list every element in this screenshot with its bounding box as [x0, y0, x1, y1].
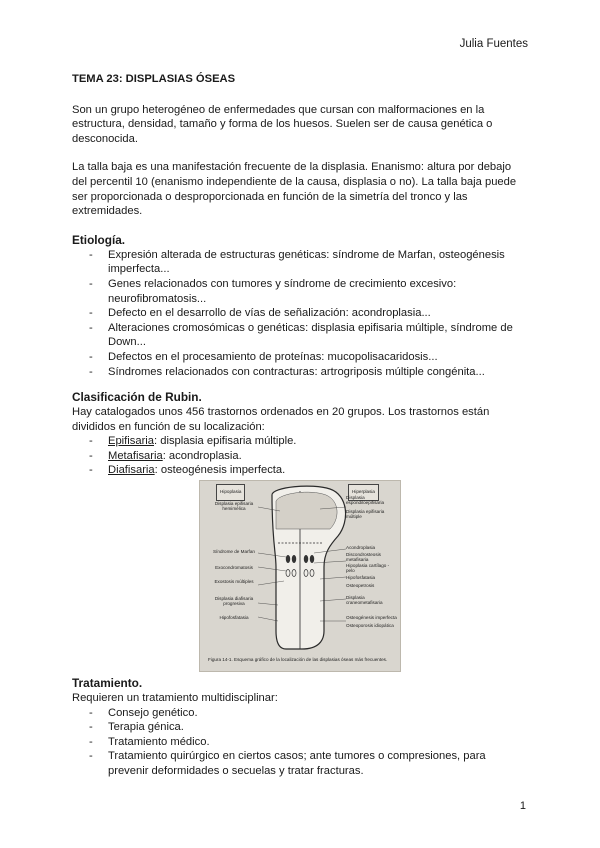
- figure-label: Osteoporosis idiopática: [346, 623, 394, 629]
- hiperplasia-box: Hiperplasia: [348, 484, 379, 501]
- figure-label: Síndrome de Marfan: [213, 549, 255, 555]
- figure-label: Hipofosfatasia: [346, 575, 376, 581]
- list-item: - Tratamiento médico.: [72, 735, 528, 750]
- document-title: TEMA 23: DISPLASIAS ÓSEAS: [72, 73, 236, 85]
- rubin-list: [72, 434, 528, 478]
- rubin-desc: : osteogénesis imperfecta.: [154, 464, 286, 477]
- list-item: - Tratamiento quirúrgico en ciertos casos; ante tumores o compresiones, para prevenir deformidades o secuelas y tratar fracturas.: [72, 749, 528, 778]
- figure-container: [72, 480, 528, 672]
- list-item: - Consejo genético.: [72, 706, 528, 721]
- figure-label: Displasia craneometafisaria: [346, 595, 383, 606]
- list-item: - Genes relacionados con tumores y síndrome de crecimiento excesivo: neurofibromatosis...: [72, 277, 528, 306]
- rubin-desc: : acondroplasia.: [162, 449, 242, 462]
- etiologia-heading: Etiología.: [72, 232, 126, 247]
- figure-label: Exocondromatosis: [215, 565, 253, 571]
- list-item: [72, 434, 528, 449]
- intro-paragraph-1: Son un grupo heterogéneo de enfermedades que cursan con malformaciones en la estructura, densidad, tamaño y forma de los huesos. Suelen ser de causa genética o desconocida.: [72, 103, 493, 145]
- page-number: 1: [519, 800, 526, 812]
- etiologia-list: [72, 248, 528, 379]
- list-item: - Defectos en el procesamiento de proteínas: mucopolisacaridosis...: [72, 350, 528, 365]
- figure-label: Acondroplasia: [346, 545, 376, 551]
- rubin-desc: : displasia epifisaria múltiple.: [154, 435, 297, 448]
- list-item: - Terapia génica.: [72, 720, 528, 735]
- list-item: [72, 449, 528, 464]
- figure-label: Displasia diafisaria progresiva: [214, 596, 254, 607]
- figure-label: Exostosis múltiples: [214, 579, 254, 585]
- author-name: Julia Fuentes: [459, 38, 528, 50]
- rubin-term: Diafisaria: [108, 464, 155, 477]
- figure-label: Displasia epifisaria hemimélica: [214, 501, 254, 512]
- rubin-text: Hay catalogados unos 456 trastornos ordenados en 20 grupos. Los trastornos están divididos en función de su localización:: [72, 406, 490, 433]
- figure-caption: Figura 14-1. Esquema gráfico de la localización de las displasias óseas más frecuentes.: [208, 657, 388, 663]
- tratamiento-text: Requieren un tratamiento multidisciplinar:: [72, 692, 278, 705]
- figure-label: Displasia espondiloepifisaria: [346, 495, 385, 506]
- list-item: [72, 463, 528, 478]
- document-body: [72, 72, 528, 790]
- bone-dysplasia-figure: [199, 480, 401, 672]
- intro-paragraph-2: La talla baja es una manifestación frecuente de la displasia. Enanismo: altura por debajo del percentil 10 (enanismo independiente de la causa, displasia o no). La talla baja puede ser proporcionada o desproporcionada en función de la simetría del tronco y las extremidades.: [72, 161, 517, 218]
- figure-label: Hipoplasia cartílago - pelo: [346, 563, 390, 574]
- rubin-term: Epifisaria: [108, 435, 155, 448]
- tratamiento-list: [72, 706, 528, 779]
- list-item: - Alteraciones cromosómicas o genéticas: displasia epifisaria múltiple, síndrome de Down...: [72, 321, 528, 350]
- figure-label: Displasia epifisaria múltiple: [346, 509, 385, 520]
- hipoplasia-box: Hipoplasia: [216, 484, 245, 501]
- list-item: - Expresión alterada de estructuras genéticas: síndrome de Marfan, osteogénesis imperfecta...: [72, 248, 528, 277]
- rubin-term: Metafisaria: [108, 449, 163, 462]
- figure-label: Osteopetrosis: [346, 583, 375, 589]
- tratamiento-heading: Tratamiento.: [72, 676, 143, 691]
- rubin-heading: Clasificación de Rubin.: [72, 390, 202, 405]
- list-item: - Defecto en el desarrollo de vías de señalización: acondroplasia...: [72, 306, 528, 321]
- figure-label: Discondrosteosis metafisaria: [346, 552, 381, 563]
- figure-label: Hipofosfatasia: [219, 615, 249, 621]
- figure-label: Osteogénesis imperfecta: [346, 615, 397, 621]
- list-item: - Síndromes relacionados con contracturas: artrogriposis múltiple congénita...: [72, 365, 528, 380]
